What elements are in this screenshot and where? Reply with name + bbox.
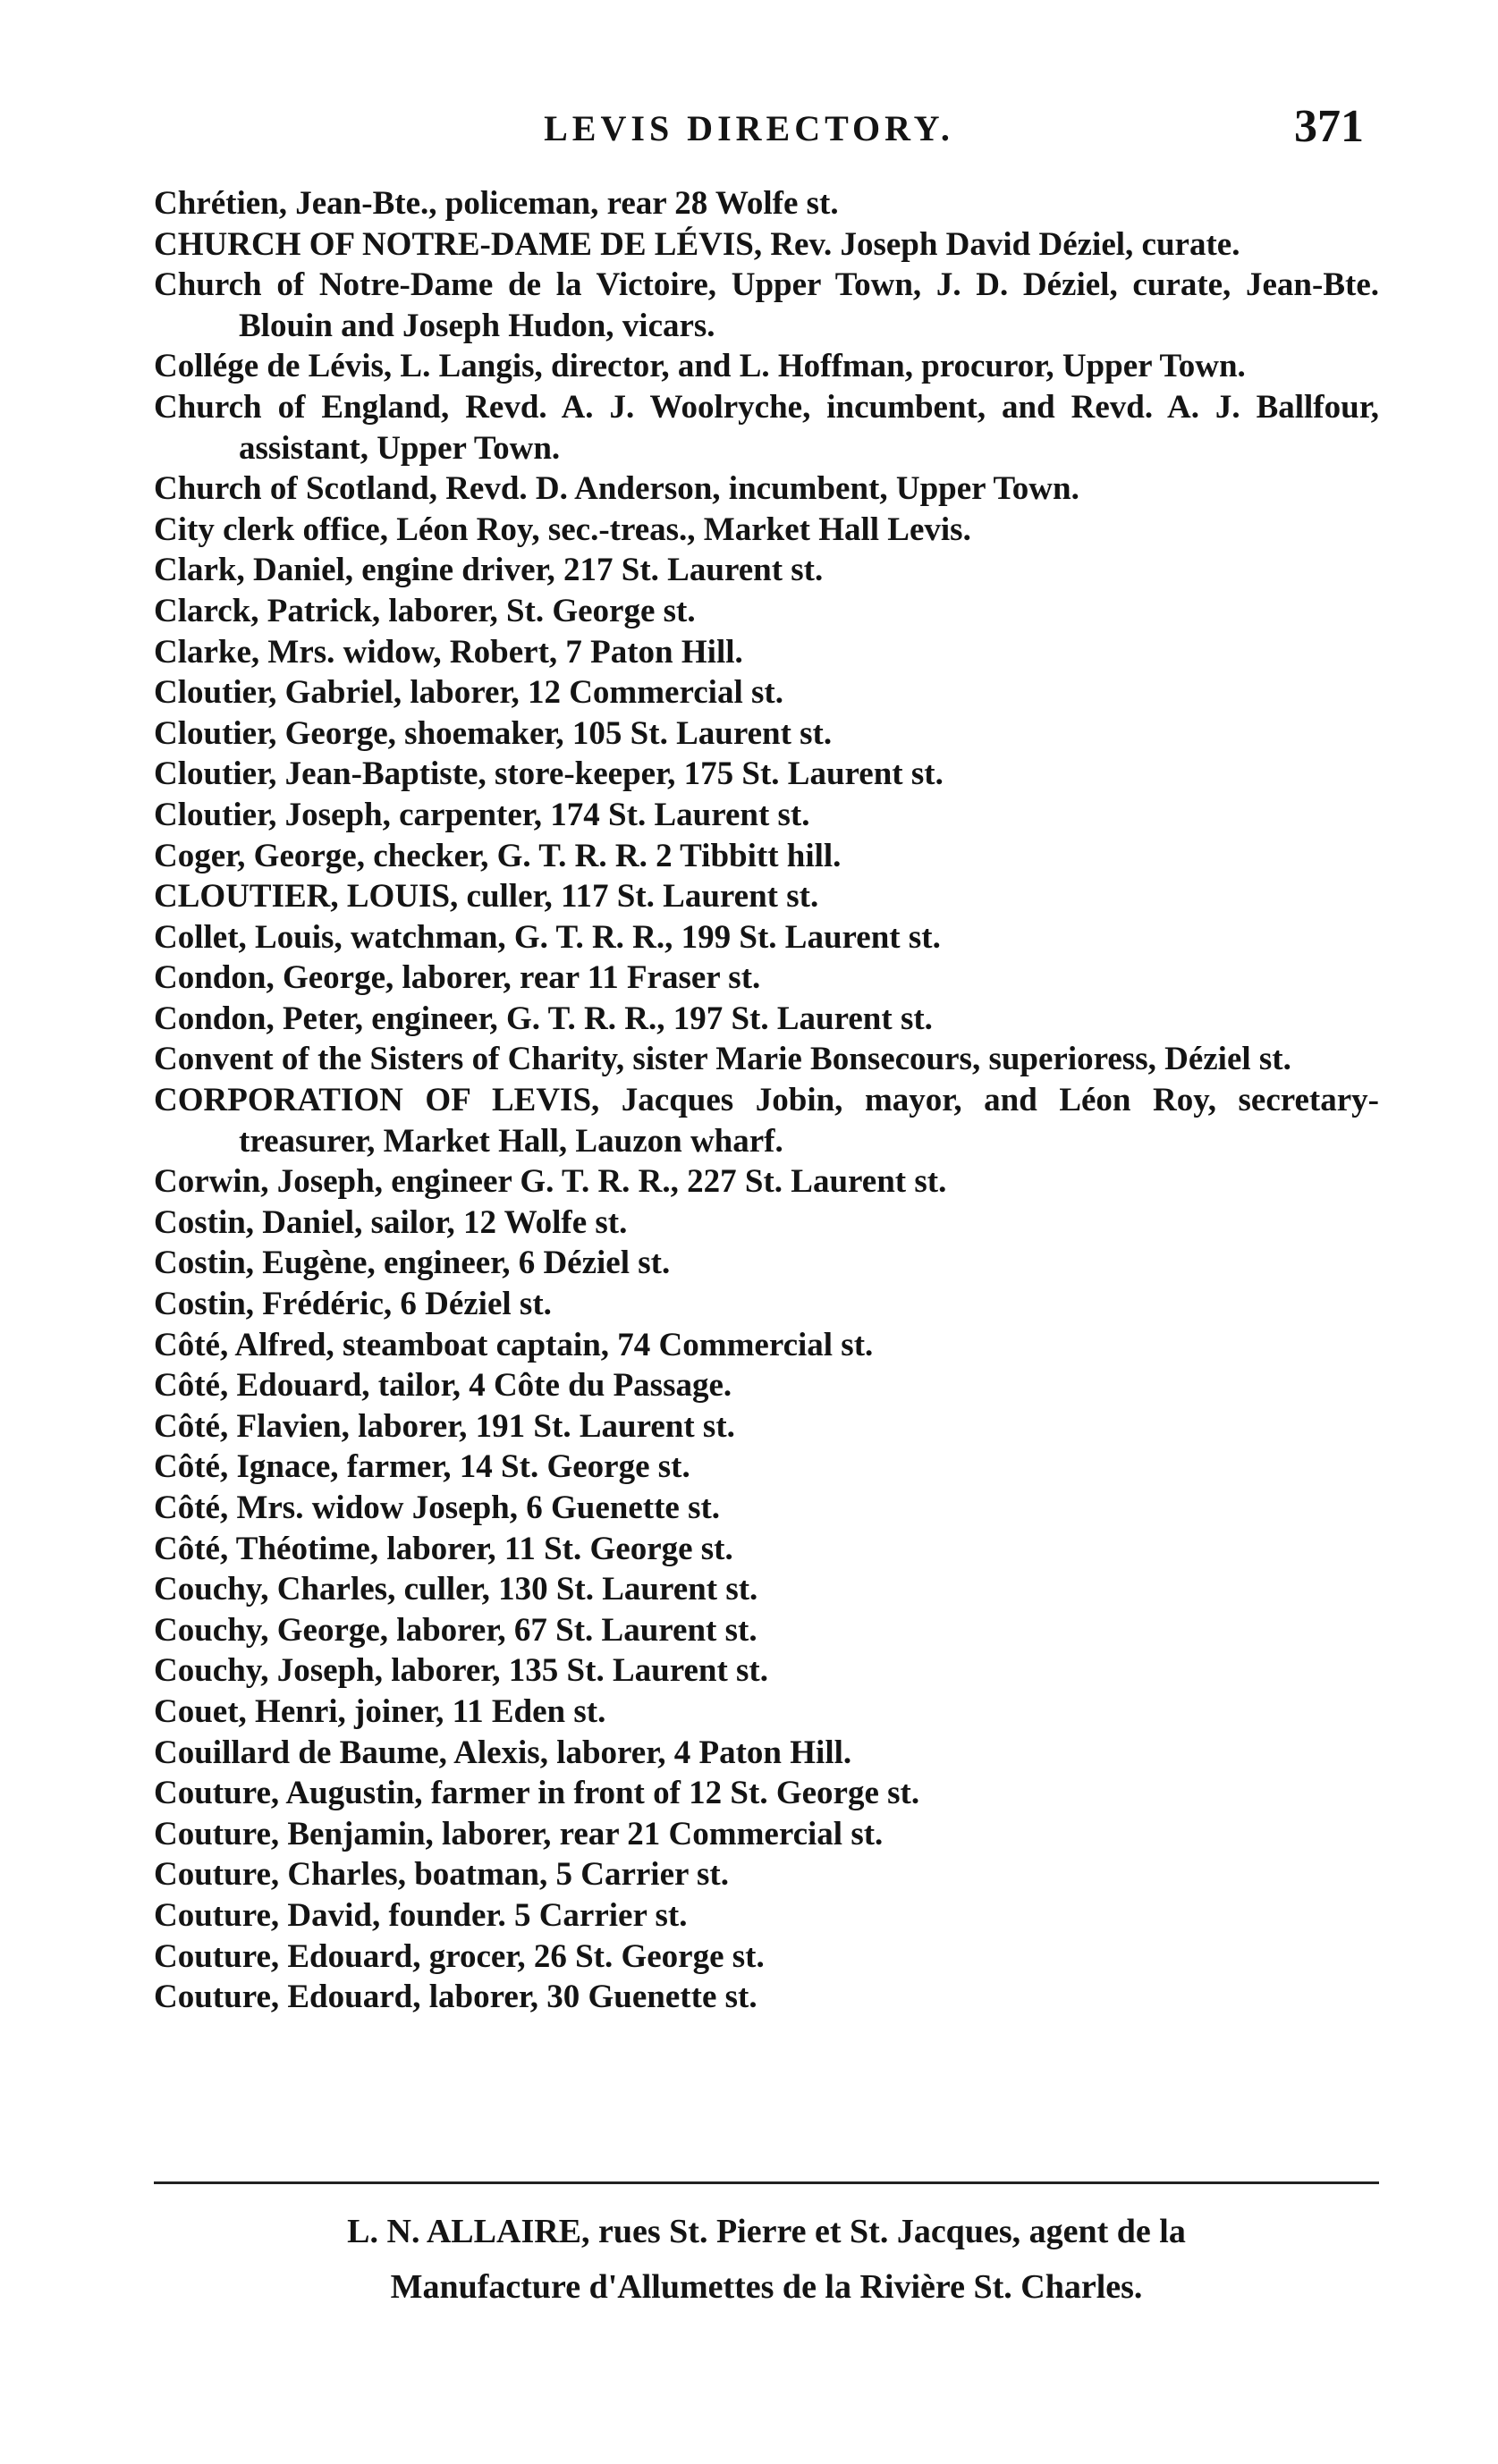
directory-entry: Costin, Eugène, engineer, 6 Déziel st. xyxy=(154,1245,671,1282)
directory-entry: Condon, George, laborer, rear 11 Fraser st. xyxy=(154,959,761,997)
directory-entry: Couture, Edouard, grocer, 26 St. George st. xyxy=(154,1937,765,1975)
directory-entry: Cloutier, Jean-Baptiste, store-keeper, 175 St. Laurent st. xyxy=(154,755,944,793)
directory-entry: Collet, Louis, watchman, G. T. R. R., 199 St. Laurent st. xyxy=(154,918,941,956)
directory-entry: CLOUTIER, LOUIS, culler, 117 St. Laurent st. xyxy=(154,878,819,916)
directory-entry: Coger, George, checker, G. T. R. R. 2 Tibbitt hill. xyxy=(154,837,842,874)
directory-entry: Côté, Théotime, laborer, 11 St. George st. xyxy=(154,1530,733,1567)
running-title: LEVIS DIRECTORY. xyxy=(544,108,954,148)
directory-entry: Côté, Edouard, tailor, 4 Côte du Passage. xyxy=(154,1367,732,1405)
directory-entries xyxy=(154,183,1379,2018)
directory-entry: Côté, Ignace, farmer, 14 St. George st. xyxy=(154,1448,690,1486)
directory-entry: Corwin, Joseph, engineer G. T. R. R., 227 St. Laurent st. xyxy=(154,1163,947,1201)
directory-entry: Chrétien, Jean-Bte., policeman, rear 28 Wolfe st. xyxy=(154,185,839,222)
directory-entry: Couture, Benjamin, laborer, rear 21 Commercial st. xyxy=(154,1815,884,1852)
directory-entry: Collége de Lévis, L. Langis, director, and L. Hoffman, procuror, Upper Town. xyxy=(154,348,1246,385)
directory-entry: City clerk office, Léon Roy, sec.-treas., Market Hall Levis. xyxy=(154,511,971,548)
directory-entry: Couchy, Joseph, laborer, 135 St. Laurent st. xyxy=(154,1652,768,1690)
directory-entry: Clarke, Mrs. widow, Robert, 7 Paton Hill. xyxy=(154,633,743,671)
directory-entry: Church of England, Revd. A. J. Woolryche, incumbent, and Revd. A. J. Ballfour, assistant, Upper Town. xyxy=(154,388,1379,467)
directory-entry: Couillard de Baume, Alexis, laborer, 4 Paton Hill. xyxy=(154,1734,852,1771)
directory-entry: Couture, David, founder. 5 Carrier st. xyxy=(154,1896,688,1934)
advertisement-line: L. N. ALLAIRE, rues St. Pierre et St. Jacques, agent de la xyxy=(347,2213,1186,2250)
directory-entry: Couture, Charles, boatman, 5 Carrier st. xyxy=(154,1856,729,1894)
directory-entry: Couture, Edouard, laborer, 30 Guenette st. xyxy=(154,1979,757,2016)
advertisement-line: Manufacture d'Allumettes de la Rivière St. Charles. xyxy=(390,2268,1143,2306)
directory-entry: Couchy, Charles, culler, 130 St. Laurent st. xyxy=(154,1571,758,1608)
directory-entry: CHURCH OF NOTRE-DAME DE LÉVIS, Rev. Joseph David Déziel, curate. xyxy=(154,225,1240,263)
directory-entry: Costin, Frédéric, 6 Déziel st. xyxy=(154,1286,552,1323)
directory-entry: Couchy, George, laborer, 67 St. Laurent st. xyxy=(154,1611,757,1649)
directory-entry: Convent of the Sisters of Charity, sister Marie Bonsecours, superioress, Déziel st. xyxy=(154,1041,1291,1078)
directory-entry: Church of Scotland, Revd. D. Anderson, incumbent, Upper Town. xyxy=(154,470,1079,508)
advertisement xyxy=(154,2204,1379,2315)
directory-entry: Côté, Flavien, laborer, 191 St. Laurent st. xyxy=(154,1407,735,1445)
directory-entry: Condon, Peter, engineer, G. T. R. R., 197 St. Laurent st. xyxy=(154,1000,933,1037)
directory-entry: Cloutier, Joseph, carpenter, 174 St. Laurent st. xyxy=(154,796,810,833)
divider-rule xyxy=(154,2181,1379,2184)
directory-entry: Couture, Augustin, farmer in front of 12 St. George st. xyxy=(154,1775,920,1812)
page-number: 371 xyxy=(1294,101,1364,152)
directory-entry: Cloutier, Gabriel, laborer, 12 Commercial st. xyxy=(154,674,783,712)
directory-entry: Côté, Alfred, steamboat captain, 74 Commercial st. xyxy=(154,1326,874,1363)
directory-entry: Costin, Daniel, sailor, 12 Wolfe st. xyxy=(154,1203,628,1241)
directory-entry: Church of Notre-Dame de la Victoire, Upper Town, J. D. Déziel, curate, Jean-Bte. Blouin and Joseph Hudon, vicars. xyxy=(154,266,1379,344)
directory-entry: Côté, Mrs. widow Joseph, 6 Guenette st. xyxy=(154,1489,721,1526)
directory-entry: Clark, Daniel, engine driver, 217 St. Laurent st. xyxy=(154,552,824,589)
directory-entry: Couet, Henri, joiner, 11 Eden st. xyxy=(154,1692,606,1730)
directory-entry: Cloutier, George, shoemaker, 105 St. Laurent st. xyxy=(154,714,833,752)
directory-entry: CORPORATION OF LEVIS, Jacques Jobin, mayor, and Léon Roy, secretary-treasurer, Market Hall, Lauzon wharf. xyxy=(154,1082,1379,1160)
directory-entry: Clarck, Patrick, laborer, St. George st. xyxy=(154,592,696,629)
